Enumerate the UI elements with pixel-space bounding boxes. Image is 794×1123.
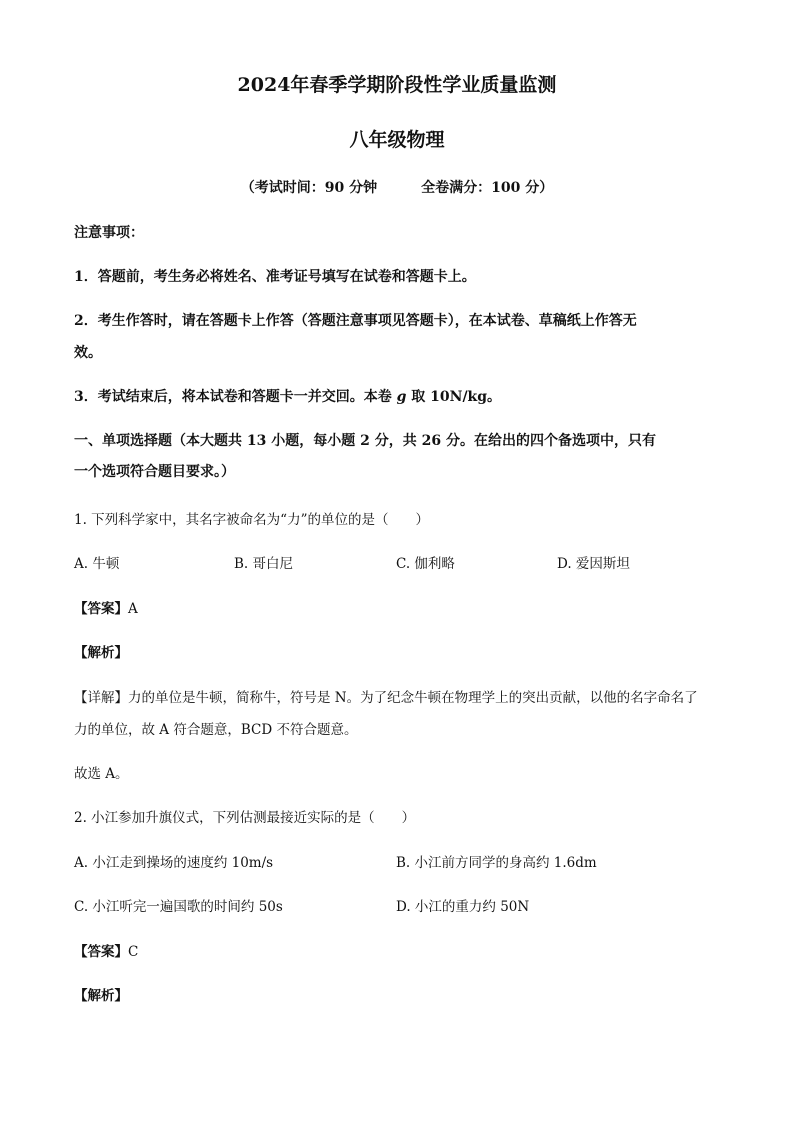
question-1-stem: 1. 下列科学家中，其名字被命名为“力”的单位的是（ ） bbox=[74, 512, 429, 528]
notice-item-3-prefix: 3．考试结束后，将本试卷和答题卡一并交回。本卷 bbox=[74, 389, 397, 405]
answer-label: 【答案】 bbox=[74, 601, 128, 617]
question-1-answer bbox=[74, 597, 138, 617]
full-score: 全卷满分：100 分） bbox=[421, 180, 554, 196]
notice-item-2-line-2: 效。 bbox=[74, 345, 102, 361]
document-subtitle: 八年级物理 bbox=[349, 129, 445, 151]
section-1-heading-line-1: 一、单项选择题（本大题共 13 小题，每小题 2 分，共 26 分。在给出的四个备选项中，只有 bbox=[74, 433, 656, 449]
answer-value: A bbox=[128, 601, 138, 617]
notice-item-2-line-1: 2．考生作答时，请在答题卡上作答（答题注意事项见答题卡），在本试卷、草稿纸上作答无 bbox=[74, 313, 637, 329]
notice-item-1: 1．答题前，考生务必将姓名、准考证号填写在试卷和答题卡上。 bbox=[74, 269, 476, 285]
section-1-heading-line-2: 一个选项符合题目要求。） bbox=[74, 464, 235, 480]
notice-item-3-suffix: 取 10N/kg。 bbox=[406, 389, 502, 405]
exam-info bbox=[0, 177, 794, 197]
question-2-option-d: D. 小江的重力约 50N bbox=[396, 899, 530, 915]
question-1-option-b: B. 哥白尼 bbox=[234, 556, 294, 572]
notice-heading: 注意事项： bbox=[74, 225, 144, 241]
document-title: 2024年春季学期阶段性学业质量监测 bbox=[237, 74, 557, 96]
question-1-option-c: C. 伽利略 bbox=[396, 556, 455, 572]
question-1-detail-line-1: 【详解】力的单位是牛顿，简称牛，符号是 N。为了纪念牛顿在物理学上的突出贡献，以他的名字命名了 bbox=[74, 690, 698, 706]
question-2-stem: 2. 小江参加升旗仪式，下列估测最接近实际的是（ ） bbox=[74, 810, 416, 826]
question-1-option-d: D. 爱因斯坦 bbox=[557, 556, 630, 572]
question-1-detail-line-2: 力的单位，故 A 符合题意，BCD 不符合题意。 bbox=[74, 722, 358, 738]
answer-value: C bbox=[128, 944, 139, 960]
question-2-analysis-label: 【解析】 bbox=[74, 988, 128, 1004]
question-1-analysis-label: 【解析】 bbox=[74, 645, 128, 661]
question-2-option-c: C. 小江听完一遍国歌的时间约 50s bbox=[74, 899, 283, 915]
gravity-symbol: g bbox=[396, 389, 407, 405]
question-1-option-a: A. 牛顿 bbox=[74, 556, 120, 572]
question-1-conclusion: 故选 A。 bbox=[74, 766, 129, 782]
notice-item-3 bbox=[74, 386, 501, 406]
answer-label: 【答案】 bbox=[74, 944, 128, 960]
question-2-answer bbox=[74, 940, 138, 960]
question-2-option-b: B. 小江前方同学的身高约 1.6dm bbox=[396, 855, 597, 871]
question-2-option-a: A. 小江走到操场的速度约 10m/s bbox=[74, 855, 274, 871]
exam-time: （考试时间：90 分钟 bbox=[240, 180, 378, 196]
